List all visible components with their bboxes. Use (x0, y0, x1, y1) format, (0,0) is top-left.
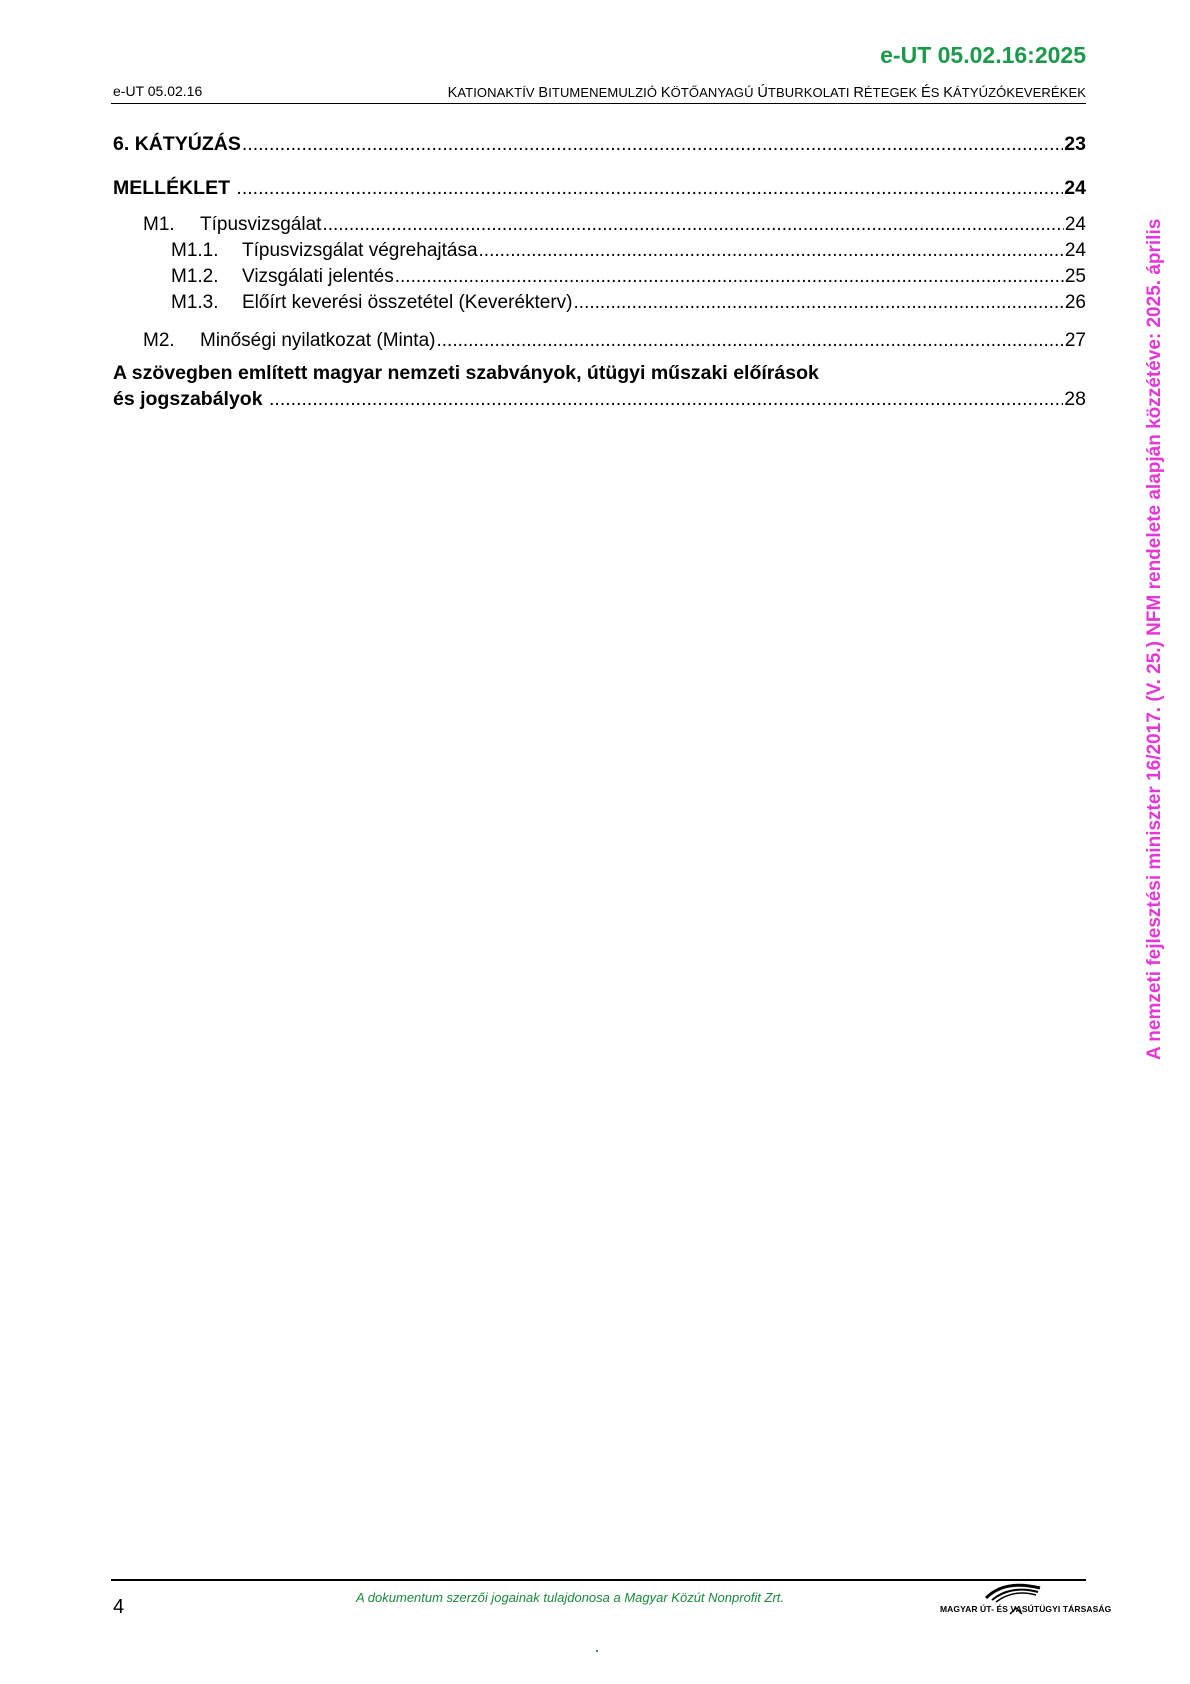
toc-page: 25 (1064, 266, 1086, 287)
toc-title: Előírt keverési összetétel (Keverékterv) (242, 292, 573, 313)
toc-page: 26 (1064, 292, 1086, 313)
toc-entry-m2[interactable] (143, 330, 1086, 352)
toc-entry-melleklet[interactable] (113, 177, 1086, 200)
publication-notice-text: A nemzeti fejlesztési miniszter 16/2017. (V. 25.) NFM rendelete alapján közzétéve: 2025. április (1144, 218, 1165, 1060)
toc-number: M1.1. (171, 240, 219, 261)
toc-page: 24 (1064, 177, 1086, 199)
toc-leader (479, 240, 1064, 262)
toc-title-line-1: A szövegben említett magyar nemzeti szabványok, útügyi műszaki előírások (113, 362, 819, 384)
toc-page: 27 (1064, 330, 1086, 351)
header-title: KATIONAKTÍV BITUMENEMULZIÓ KÖTŐANYAGÚ ÚTBURKOLATI RÉTEGEK ÉS KÁTYÚZÓKEVERÉKEK (447, 85, 1086, 101)
copyright-notice: A dokumentum szerzői jogainak tulajdonosa a Magyar Közút Nonprofit Zrt. (356, 1590, 785, 1605)
toc-leader (322, 214, 1063, 236)
toc-page: 24 (1064, 214, 1086, 235)
toc-title: Minőségi nyilatkozat (Minta) (200, 330, 436, 351)
toc-title: MELLÉKLET (113, 177, 230, 199)
toc-leader (574, 292, 1064, 314)
toc-number: M2. (143, 330, 175, 351)
toc-number: M1.3. (171, 292, 219, 313)
toc-page: 24 (1064, 240, 1086, 261)
toc-title: Típusvizsgálat végrehajtása (242, 240, 478, 261)
toc-title-line-2: és jogszabályok (113, 388, 263, 410)
toc-leader (395, 266, 1064, 288)
toc-entry-m1-3[interactable] (171, 292, 1086, 314)
toc-title: Vizsgálati jelentés (242, 266, 394, 287)
footer-dot (596, 1650, 598, 1652)
toc-title: Típusvizsgálat (200, 214, 322, 235)
toc-number: M1. (143, 214, 175, 235)
society-logo-text: MAGYAR ÚT- ÉS VASÚTÜGYI TÁRSASÁG (940, 1604, 1112, 1614)
toc-entry-m1-1[interactable] (171, 240, 1086, 262)
toc-title: KÁTYÚZÁS (134, 133, 241, 155)
document-code: e-UT 05.02.16:2025 (880, 42, 1086, 68)
toc-number: M1.2. (171, 266, 219, 287)
toc-leader (269, 388, 1063, 411)
publication-notice (1140, 160, 1170, 1060)
toc-entry-katyuzas[interactable] (113, 133, 1086, 156)
toc-page: 23 (1064, 133, 1086, 155)
page-number: 4 (113, 1596, 125, 1618)
toc-entry-m1[interactable] (143, 214, 1086, 236)
toc-page: 28 (1064, 388, 1086, 410)
header-left-code: e-UT 05.02.16 (113, 83, 203, 99)
toc-number: 6. (113, 133, 130, 155)
toc-leader (236, 177, 1063, 200)
toc-title-line-2-row (113, 388, 1086, 411)
toc-entry-standards[interactable] (113, 362, 1086, 411)
header-rule (111, 103, 1086, 104)
toc-entry-m1-2[interactable] (171, 266, 1086, 288)
toc-leader (436, 330, 1063, 352)
toc-leader (242, 133, 1063, 156)
